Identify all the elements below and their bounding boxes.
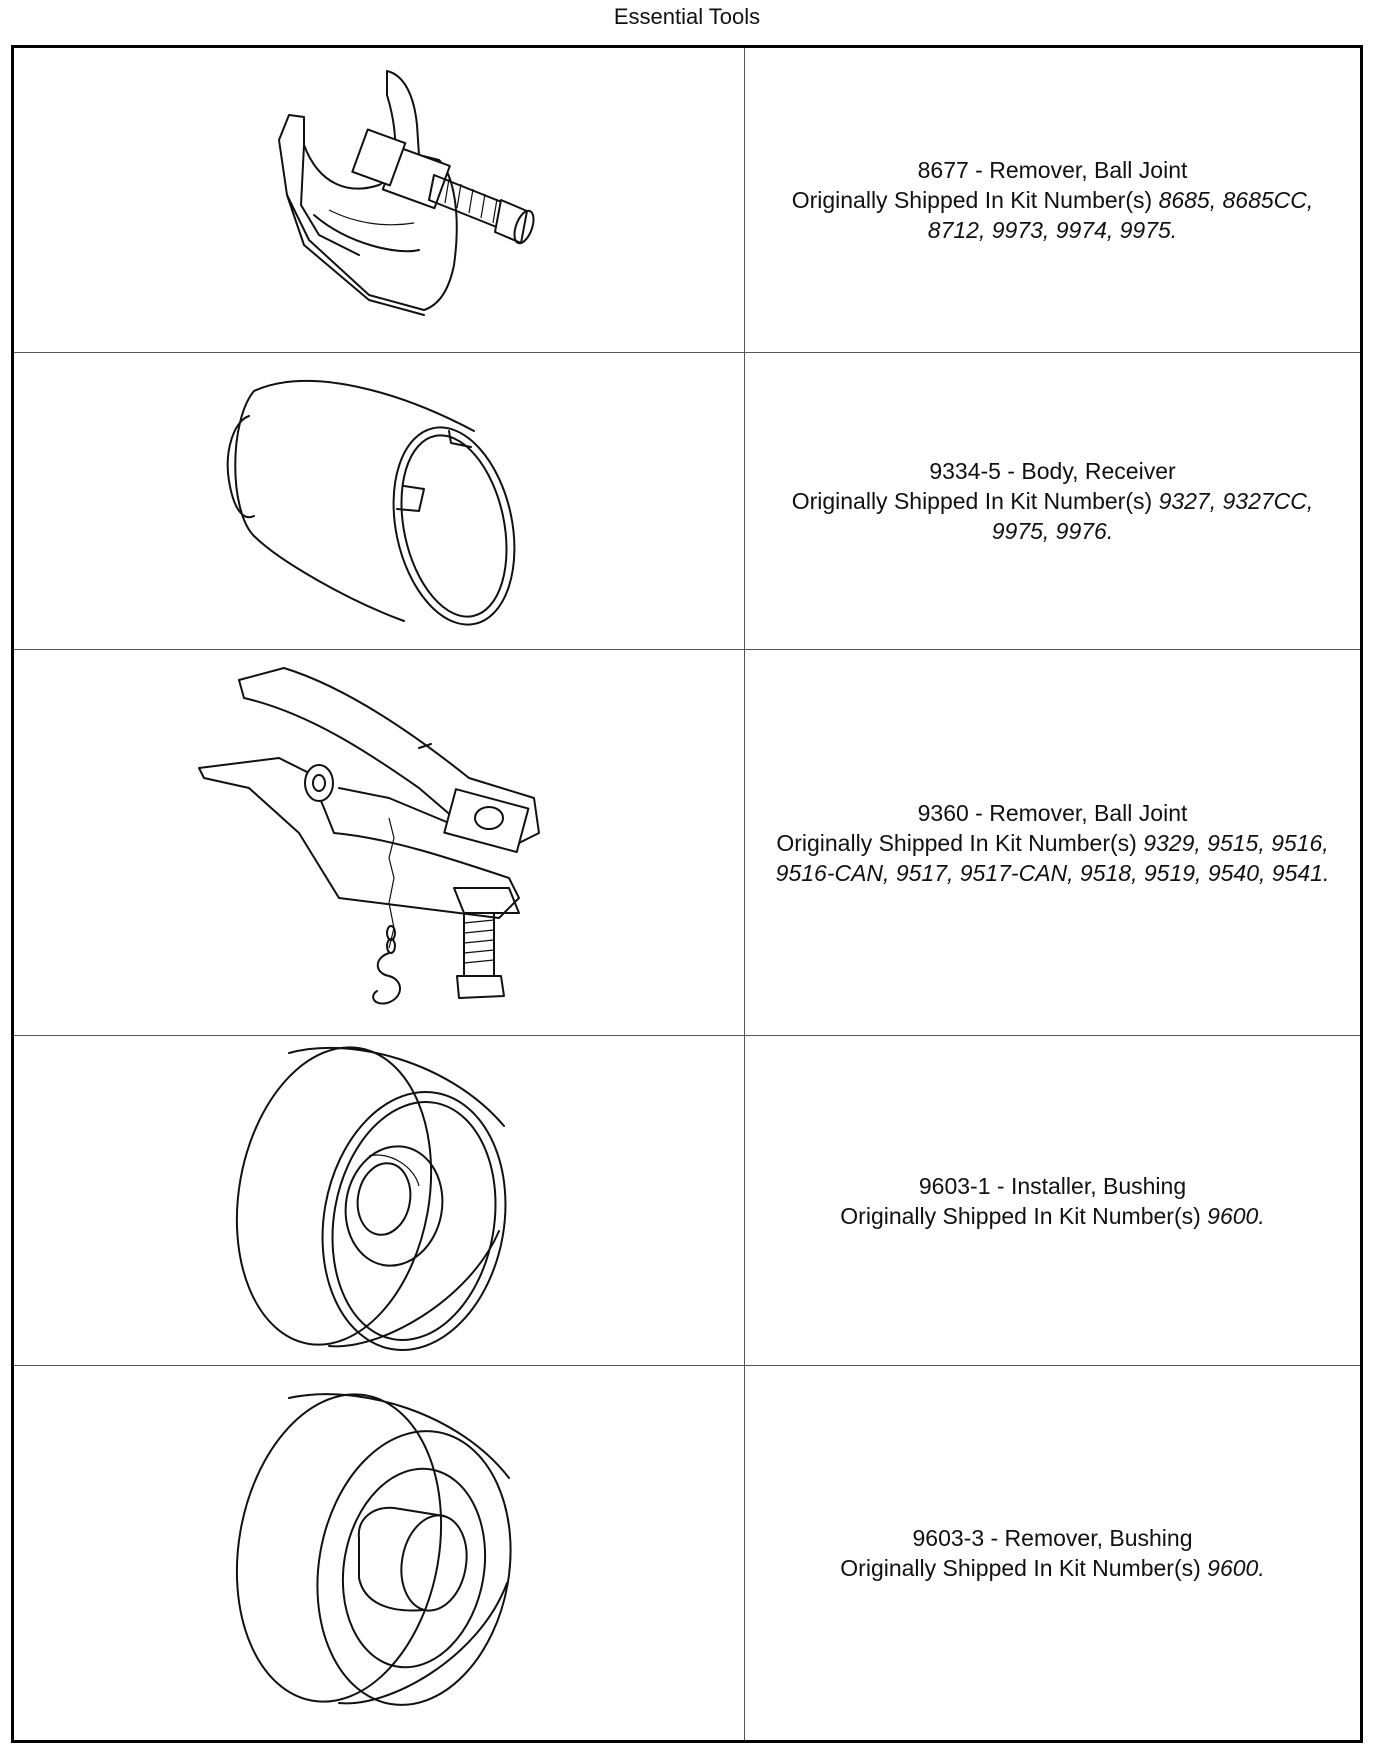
tool-label: 9360 - Remover, Ball Joint [917,799,1188,826]
kit-prefix: Originally Shipped In Kit Number(s) [791,488,1153,514]
tool-image-cell [14,1036,745,1365]
tool-row [14,48,1360,352]
bushing-installer-disc-icon [229,1041,529,1361]
ball-joint-remover-lever-icon [189,658,569,1028]
kit-prefix: Originally Shipped In Kit Number(s) [840,1555,1201,1581]
tool-label: 9603-1 - Installer, Bushing [918,1172,1187,1199]
kit-numbers-continued: 9516-CAN, 9517, 9517-CAN, 9518, 9519, 9540, 9541. [775,859,1330,886]
kit-numbers: 9329, 9515, 9516, [1143,829,1329,856]
tool-image-cell [14,353,745,649]
receiver-body-cylinder-icon [209,361,549,641]
tool-description [745,353,1360,649]
kit-numbers: 9600. [1207,1202,1265,1229]
tool-description [745,1366,1360,1740]
tool-description [745,650,1360,1035]
page-title: Essential Tools [613,4,761,29]
kit-numbers: 9600. [1207,1555,1265,1581]
tool-image-cell [14,650,745,1035]
kit-numbers-continued: 8712, 9973, 9974, 9975. [927,217,1178,243]
tool-row [14,1365,1360,1740]
tool-label: 8677 - Remover, Ball Joint [917,157,1188,183]
tool-row [14,649,1360,1035]
kit-prefix: Originally Shipped In Kit Number(s) [840,1202,1201,1229]
kit-prefix: Originally Shipped In Kit Number(s) [791,187,1153,213]
tool-description [745,48,1360,352]
tool-label: 9603-3 - Remover, Bushing [912,1525,1193,1551]
kit-prefix: Originally Shipped In Kit Number(s) [776,829,1137,856]
tool-image-cell [14,48,745,352]
tool-image-cell [14,1366,745,1740]
tools-table [11,45,1363,1743]
kit-numbers: 8685, 8685CC, [1158,187,1314,213]
ball-joint-remover-c-clamp-icon [209,65,549,335]
tool-description [745,1036,1360,1365]
tool-row [14,1035,1360,1365]
kit-numbers: 9327, 9327CC, [1158,488,1314,514]
tool-row [14,352,1360,649]
bushing-remover-disc-icon [229,1388,529,1718]
tool-label: 9334-5 - Body, Receiver [929,458,1176,484]
kit-numbers-continued: 9975, 9976. [991,518,1114,544]
